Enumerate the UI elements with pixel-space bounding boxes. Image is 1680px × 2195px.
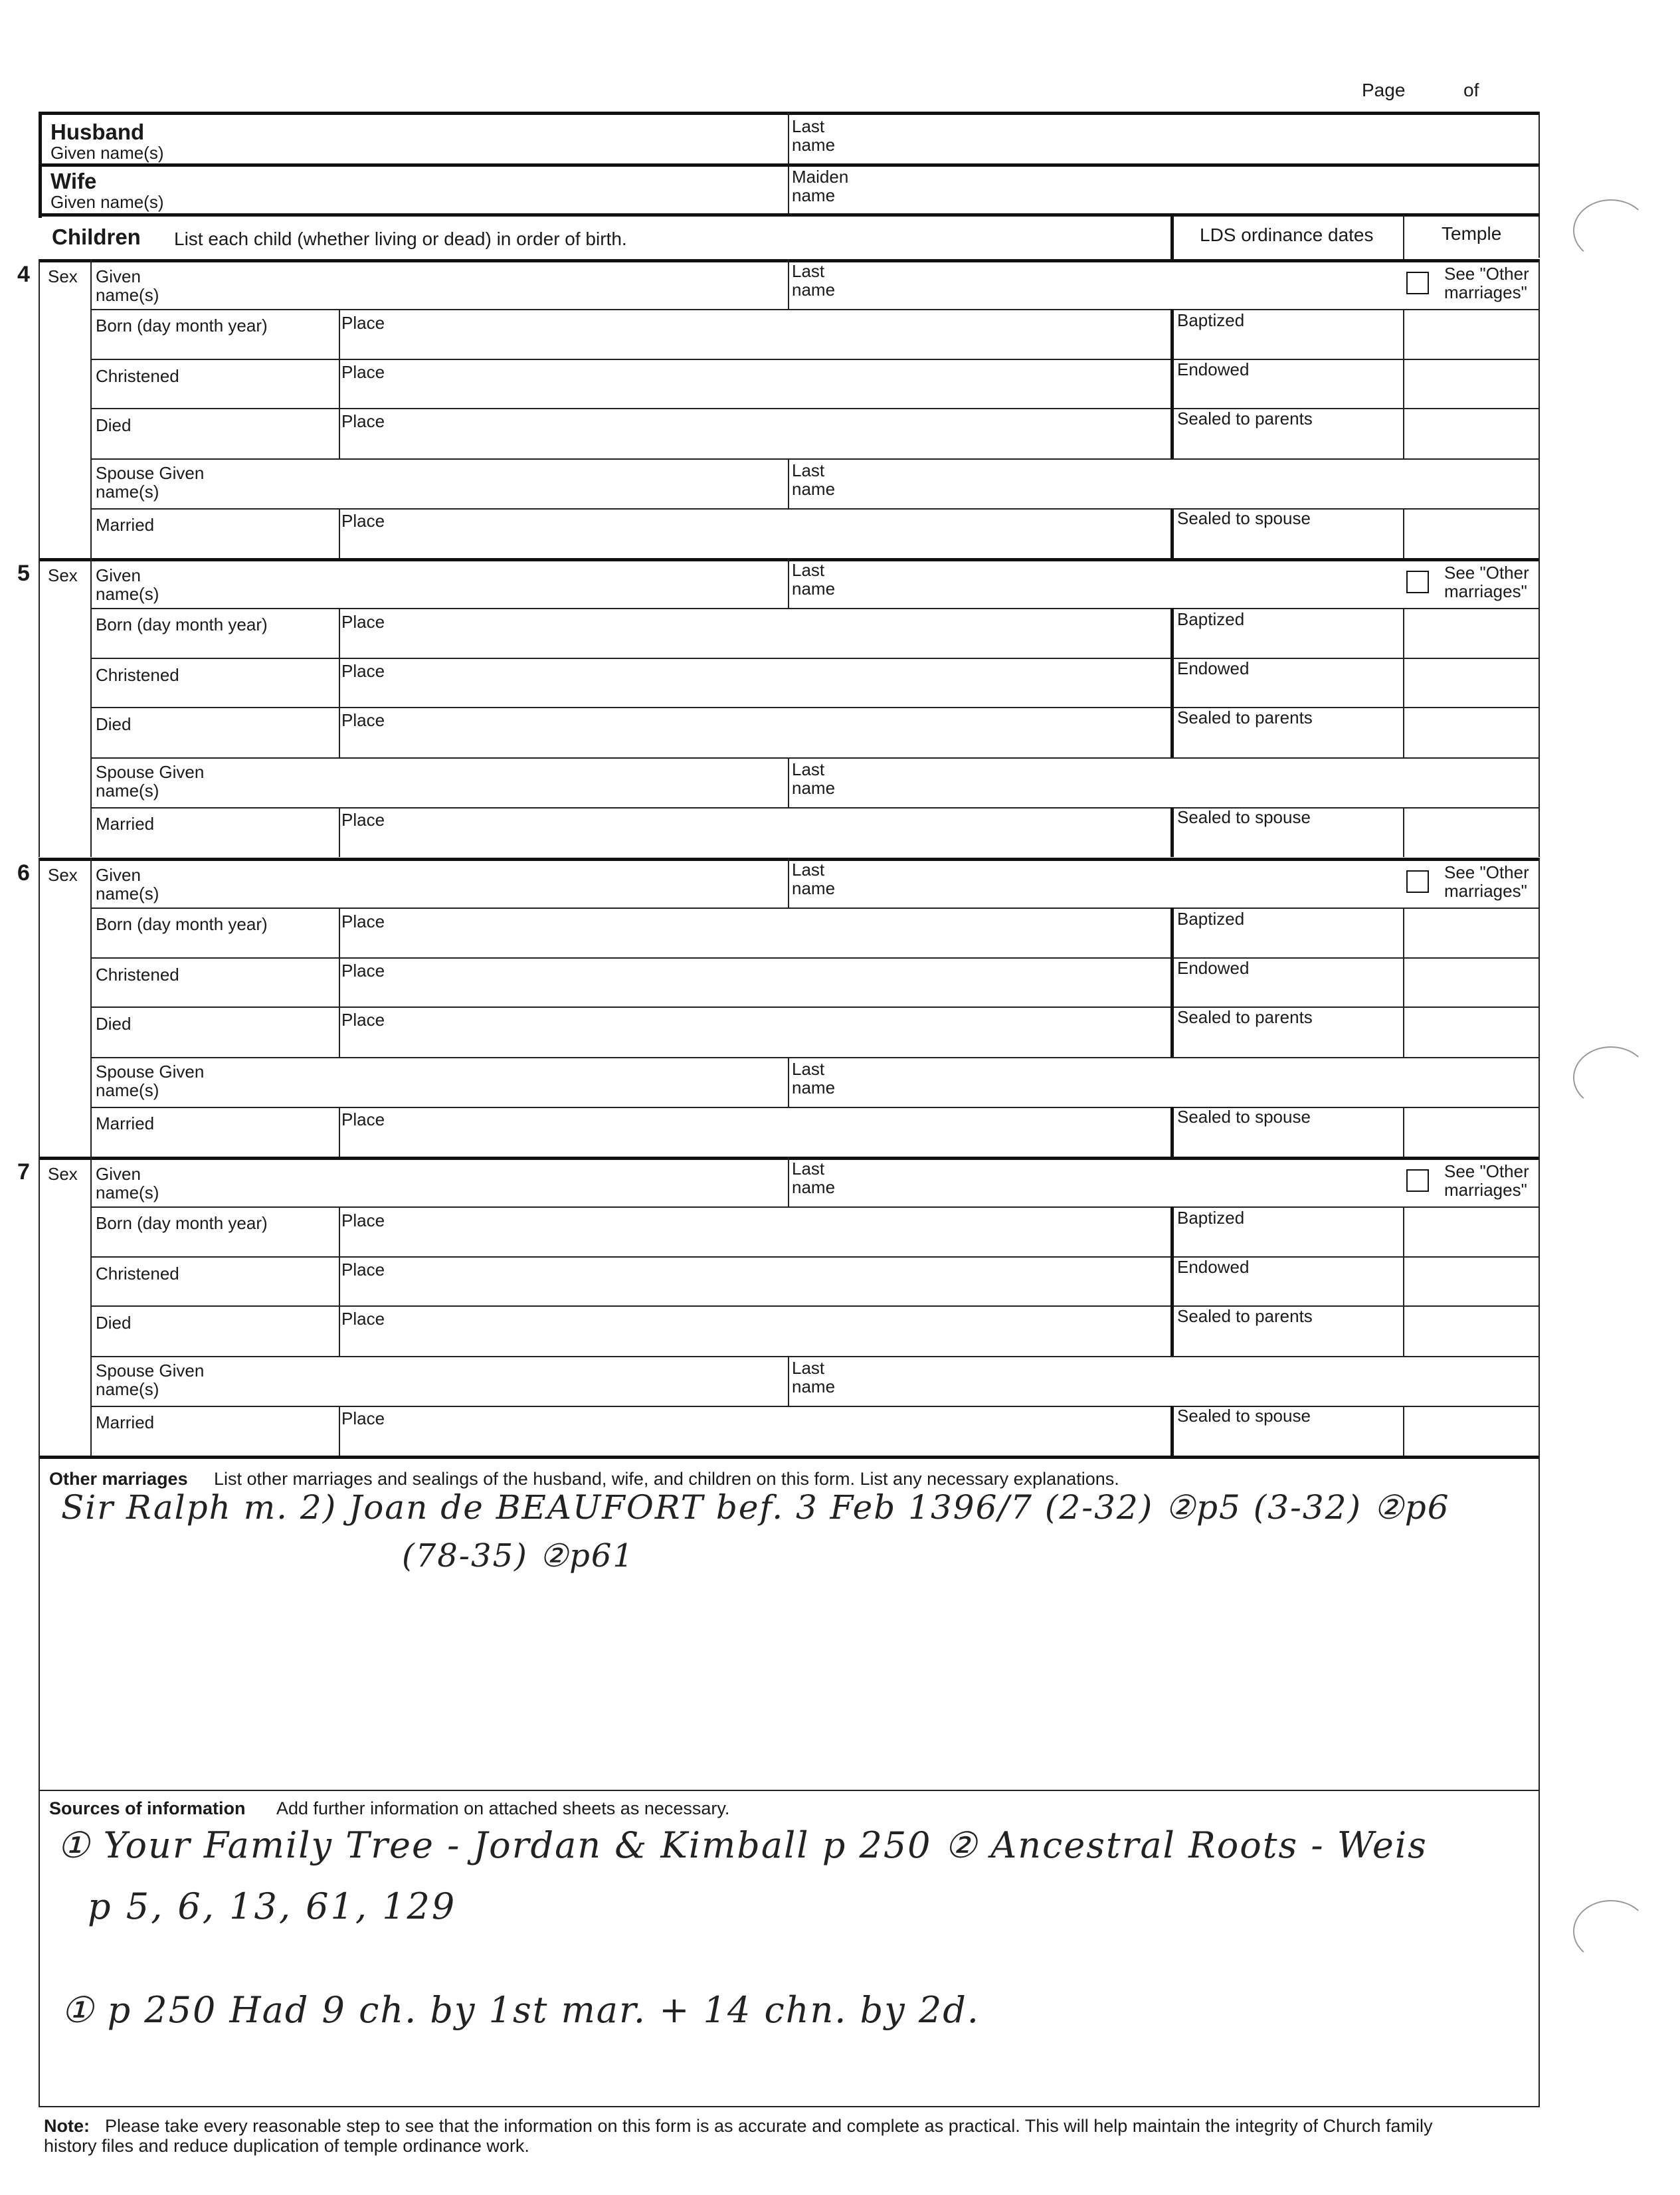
temple-divider — [1403, 508, 1404, 558]
lds-divider — [1170, 508, 1174, 558]
last-field[interactable] — [877, 1161, 1395, 1204]
wife-bottom — [39, 213, 1540, 217]
children-header-lds-divider — [1170, 215, 1174, 261]
place-divider — [339, 608, 340, 757]
christened-place-field[interactable] — [399, 361, 1166, 405]
sex-field[interactable] — [41, 891, 89, 1154]
other-marriages-field[interactable] — [43, 1491, 1536, 1787]
last-label: Last name — [792, 560, 836, 599]
other-marriages-handwriting: Sir Ralph m. 2) Joan de BEAUFORT bef. 3 Feb 1396/7 (2-32) ②p5 (3-32) ②p6 — [61, 1488, 1450, 1527]
last-divider — [788, 1157, 789, 1206]
given-field[interactable] — [199, 263, 784, 307]
spouse-last-label: Last name — [792, 460, 836, 499]
wife-given-field[interactable] — [199, 167, 784, 211]
christened-date-field[interactable] — [93, 684, 336, 706]
died-date-field[interactable] — [93, 434, 336, 456]
spouse-last-field[interactable] — [877, 1061, 1535, 1105]
row-line — [90, 1406, 1540, 1407]
row-line — [90, 707, 1540, 708]
spouse-given-field[interactable] — [252, 1061, 784, 1105]
born-label: Born (day month year) — [96, 316, 268, 335]
spouse-last-label: Last name — [792, 759, 836, 798]
other-marriages-handwriting: (78-35) ②p61 — [402, 1537, 634, 1575]
christened-label: Christened — [96, 366, 179, 386]
born-place-field[interactable] — [399, 911, 1166, 955]
died-label: Died — [96, 1014, 132, 1034]
died-date-field[interactable] — [93, 1033, 336, 1054]
sources-handwriting: ① Your Family Tree - Jordan & Kimball p 250 ② Ancestral Roots - Weis — [57, 1824, 1428, 1866]
place-label: Place — [341, 1408, 385, 1428]
see-other-label: See "Other marriages" — [1444, 264, 1529, 302]
sealed-spouse-field[interactable] — [1176, 531, 1400, 555]
row-line — [90, 1305, 1540, 1307]
child-number: 4 — [17, 262, 30, 287]
block-left-border — [39, 259, 40, 558]
died-place-field[interactable] — [399, 1009, 1166, 1053]
block-top-border — [39, 259, 1540, 262]
spouse-given-field[interactable] — [252, 761, 784, 805]
other-marriages-instruction: List other marriages and sealings of the husband, wife, and children on this form. List any necessary explanations. — [214, 1469, 1119, 1489]
note-title: Note: — [44, 2116, 90, 2136]
spouse-last-field[interactable] — [877, 761, 1535, 805]
block-left-border — [39, 558, 40, 857]
place-divider — [339, 907, 340, 1057]
sealed-parents-field[interactable] — [1176, 729, 1400, 753]
endowed-field[interactable] — [1176, 980, 1400, 1004]
christened-label: Christened — [96, 965, 179, 985]
sex-field[interactable] — [41, 292, 89, 555]
last-label: Last name — [792, 1159, 836, 1197]
endowed-label: Endowed — [1177, 958, 1250, 978]
spouse-last-divider — [788, 1356, 789, 1406]
row-line — [90, 458, 1540, 460]
lds-divider — [1170, 309, 1174, 458]
row-line — [90, 807, 1540, 809]
sealed-spouse-label: Sealed to spouse — [1177, 508, 1311, 528]
sealed-parents-field[interactable] — [1176, 430, 1400, 454]
christened-place-field[interactable] — [399, 660, 1166, 704]
see-other-label: See "Other marriages" — [1444, 563, 1529, 601]
died-place-field[interactable] — [399, 411, 1166, 454]
place-divider — [339, 1107, 340, 1157]
lower-left-border — [39, 1456, 40, 2107]
sex-field[interactable] — [41, 591, 89, 854]
sealed-spouse-field[interactable] — [1176, 1429, 1400, 1453]
place-label: Place — [341, 961, 385, 981]
place-label: Place — [341, 511, 385, 531]
last-field[interactable] — [877, 862, 1395, 906]
other-marriages-checkbox[interactable] — [1406, 1169, 1429, 1192]
given-label: Given name(s) — [96, 865, 159, 904]
died-date-field[interactable] — [93, 1332, 336, 1353]
other-marriages-checkbox[interactable] — [1406, 870, 1429, 893]
married-label: Married — [96, 1412, 155, 1432]
temple-divider — [1403, 608, 1404, 757]
row-line — [90, 1057, 1540, 1058]
row-line — [90, 508, 1540, 510]
sealed-spouse-label: Sealed to spouse — [1177, 1406, 1311, 1426]
married-place-field[interactable] — [399, 1110, 1166, 1154]
sources-bottom-border — [39, 2106, 1540, 2107]
born-date-field[interactable] — [93, 1233, 336, 1254]
row-line — [90, 658, 1540, 659]
temple-divider — [1403, 1206, 1404, 1356]
married-date-field[interactable] — [93, 1133, 336, 1154]
child-number: 7 — [17, 1159, 30, 1185]
row-line — [90, 1006, 1540, 1008]
sex-label: Sex — [48, 1164, 78, 1184]
row-line — [90, 757, 1540, 759]
spouse-given-field[interactable] — [252, 462, 784, 506]
last-field[interactable] — [877, 263, 1395, 307]
born-place-field[interactable] — [399, 312, 1166, 356]
row-line — [90, 1256, 1540, 1258]
child-block — [0, 259, 1680, 558]
header-right-border — [1539, 112, 1540, 258]
endowed-label: Endowed — [1177, 359, 1250, 379]
sealed-parents-field[interactable] — [1176, 1328, 1400, 1352]
sex-field[interactable] — [41, 1190, 89, 1453]
children-header-temple-divider — [1403, 215, 1404, 261]
row-line — [90, 408, 1540, 409]
married-date-field[interactable] — [93, 1432, 336, 1453]
wife-maiden-field[interactable] — [877, 167, 1535, 211]
wife-given-label: Given name(s) — [50, 192, 164, 212]
born-date-field[interactable] — [93, 934, 336, 955]
sealed-parents-label: Sealed to parents — [1177, 1007, 1313, 1027]
place-divider — [339, 309, 340, 458]
place-label: Place — [341, 661, 385, 681]
last-divider — [788, 259, 789, 309]
given-label: Given name(s) — [96, 565, 159, 604]
born-date-field[interactable] — [93, 634, 336, 656]
given-label: Given name(s) — [96, 1164, 159, 1202]
died-date-field[interactable] — [93, 733, 336, 755]
last-divider — [788, 558, 789, 608]
place-divider — [339, 508, 340, 558]
temple-divider — [1403, 1107, 1404, 1157]
sealed-parents-label: Sealed to parents — [1177, 1306, 1313, 1326]
note-text: Please take every reasonable step to see that the information on this form is as accurate and complete as practical. This will help maintain the integrity of Church family — [105, 2116, 1433, 2136]
born-label: Born (day month year) — [96, 1213, 268, 1233]
married-place-field[interactable] — [399, 1409, 1166, 1453]
wife-maiden-label: Maiden name — [792, 167, 849, 205]
endowed-field[interactable] — [1176, 680, 1400, 704]
born-place-field[interactable] — [399, 611, 1166, 655]
sources-handwriting: ① p 250 Had 9 ch. by 1st mar. + 14 chn. by 2d. — [61, 1989, 980, 2031]
married-date-field[interactable] — [93, 534, 336, 555]
child-number: 5 — [17, 561, 30, 586]
place-label: Place — [341, 1010, 385, 1030]
sealed-parents-label: Sealed to parents — [1177, 708, 1313, 727]
place-divider — [339, 807, 340, 857]
spouse-label: Spouse Given name(s) — [96, 762, 205, 801]
block-left-border — [39, 1157, 40, 1456]
place-label: Place — [341, 411, 385, 431]
row-line — [90, 1107, 1540, 1108]
christened-place-field[interactable] — [399, 960, 1166, 1004]
sex-label: Sex — [48, 565, 78, 585]
born-date-field[interactable] — [93, 335, 336, 357]
row-line — [90, 907, 1540, 909]
sealed-spouse-field[interactable] — [1176, 1130, 1400, 1154]
sealed-spouse-label: Sealed to spouse — [1177, 807, 1311, 827]
see-other-label: See "Other marriages" — [1444, 1161, 1529, 1200]
married-label: Married — [96, 515, 155, 535]
last-divider — [788, 858, 789, 907]
page-label: Page — [1362, 80, 1406, 100]
died-place-field[interactable] — [399, 1308, 1166, 1352]
place-label: Place — [341, 1109, 385, 1129]
husband-last-label: Last name — [792, 116, 836, 155]
spouse-given-field[interactable] — [252, 1360, 784, 1404]
spouse-label: Spouse Given name(s) — [96, 1062, 205, 1100]
lds-divider — [1170, 1406, 1174, 1456]
place-label: Place — [341, 911, 385, 931]
husband-title: Husband — [50, 120, 145, 144]
place-divider — [339, 1206, 340, 1356]
place-label: Place — [341, 1309, 385, 1329]
spouse-label: Spouse Given name(s) — [96, 1361, 205, 1399]
born-label: Born (day month year) — [96, 615, 268, 634]
christened-label: Christened — [96, 665, 179, 685]
other-marriages-checkbox[interactable] — [1406, 571, 1429, 593]
last-field[interactable] — [877, 562, 1395, 606]
place-label: Place — [341, 810, 385, 830]
place-divider — [339, 1406, 340, 1456]
married-place-field[interactable] — [399, 512, 1166, 555]
husband-bottom — [39, 163, 1540, 167]
place-label: Place — [341, 612, 385, 632]
sealed-spouse-field[interactable] — [1176, 830, 1400, 854]
binder-hole — [1573, 1900, 1649, 1962]
born-place-field[interactable] — [399, 1210, 1166, 1254]
temple-divider — [1403, 1406, 1404, 1456]
died-label: Died — [96, 1313, 132, 1333]
spouse-label: Spouse Given name(s) — [96, 463, 205, 502]
given-label: Given name(s) — [96, 266, 159, 305]
place-label: Place — [341, 362, 385, 382]
place-label: Place — [341, 1260, 385, 1280]
born-label: Born (day month year) — [96, 914, 268, 934]
wife-title: Wife — [50, 169, 97, 193]
married-label: Married — [96, 1113, 155, 1133]
child-block — [0, 858, 1680, 1157]
row-line — [90, 1356, 1540, 1357]
row-line — [90, 359, 1540, 360]
christened-date-field[interactable] — [93, 1283, 336, 1304]
married-label: Married — [96, 814, 155, 834]
husband-last-field[interactable] — [877, 116, 1535, 161]
block-left-border — [39, 858, 40, 1157]
row-line — [90, 957, 1540, 959]
header-top-border — [39, 112, 1540, 115]
sex-label: Sex — [48, 865, 78, 885]
temple-divider — [1403, 907, 1404, 1057]
baptized-label: Baptized — [1177, 609, 1245, 629]
spouse-last-divider — [788, 1057, 789, 1107]
binder-hole — [1573, 199, 1649, 262]
block-top-border — [39, 858, 1540, 861]
husband-given-label: Given name(s) — [50, 143, 164, 163]
sealed-parents-field[interactable] — [1176, 1029, 1400, 1053]
child-block — [0, 1157, 1680, 1456]
sealed-spouse-label: Sealed to spouse — [1177, 1107, 1311, 1127]
block-top-border — [39, 1157, 1540, 1160]
children-instruction: List each child (whether living or dead) in order of birth. — [174, 229, 627, 249]
spouse-last-field[interactable] — [877, 462, 1535, 506]
spouse-last-field[interactable] — [877, 1360, 1535, 1404]
of-label: of — [1463, 80, 1479, 100]
block-top-border — [39, 558, 1540, 561]
other-marriages-checkbox[interactable] — [1406, 272, 1429, 294]
sources-top-border — [39, 1790, 1540, 1791]
last-label: Last name — [792, 860, 836, 898]
endowed-label: Endowed — [1177, 658, 1250, 678]
married-date-field[interactable] — [93, 833, 336, 854]
note-text: history files and reduce duplication of temple ordinance work. — [44, 2136, 529, 2156]
sources-handwriting: p 5, 6, 13, 61, 129 — [88, 1885, 457, 1927]
christened-label: Christened — [96, 1264, 179, 1284]
temple-divider — [1403, 309, 1404, 458]
christened-date-field[interactable] — [93, 984, 336, 1005]
baptized-label: Baptized — [1177, 310, 1245, 330]
row-line — [90, 309, 1540, 310]
christened-date-field[interactable] — [93, 385, 336, 407]
lds-divider — [1170, 608, 1174, 757]
place-label: Place — [341, 1210, 385, 1230]
baptized-field[interactable] — [1176, 1230, 1400, 1254]
row-line — [90, 608, 1540, 609]
spouse-last-divider — [788, 757, 789, 807]
lower-right-border — [1539, 1456, 1540, 2107]
died-label: Died — [96, 415, 132, 435]
married-place-field[interactable] — [399, 811, 1166, 854]
place-label: Place — [341, 710, 385, 730]
sealed-parents-label: Sealed to parents — [1177, 409, 1313, 429]
baptized-field[interactable] — [1176, 931, 1400, 955]
endowed-field[interactable] — [1176, 381, 1400, 405]
baptized-field[interactable] — [1176, 332, 1400, 356]
see-other-label: See "Other marriages" — [1444, 862, 1529, 901]
given-field[interactable] — [199, 1161, 784, 1204]
endowed-label: Endowed — [1177, 1257, 1250, 1277]
children-title: Children — [52, 225, 141, 249]
sources-instruction: Add further information on attached sheets as necessary. — [276, 1798, 730, 1818]
lds-dates-label: LDS ordinance dates — [1200, 225, 1374, 245]
lds-divider — [1170, 1107, 1174, 1157]
died-place-field[interactable] — [399, 710, 1166, 753]
temple-divider — [1403, 807, 1404, 857]
temple-label: Temple — [1442, 223, 1502, 244]
place-label: Place — [341, 313, 385, 333]
last-label: Last name — [792, 261, 836, 300]
lds-divider — [1170, 807, 1174, 857]
spouse-last-label: Last name — [792, 1358, 836, 1396]
baptized-label: Baptized — [1177, 909, 1245, 929]
endowed-field[interactable] — [1176, 1279, 1400, 1303]
baptized-label: Baptized — [1177, 1208, 1245, 1228]
died-label: Died — [96, 714, 132, 734]
other-marriages-title: Other marriages — [49, 1469, 188, 1489]
lds-divider — [1170, 907, 1174, 1057]
baptized-field[interactable] — [1176, 631, 1400, 655]
child-number: 6 — [17, 860, 30, 886]
child-block — [0, 558, 1680, 857]
spouse-last-divider — [788, 458, 789, 508]
lds-divider — [1170, 1206, 1174, 1356]
husband-given-field[interactable] — [199, 116, 784, 161]
christened-place-field[interactable] — [399, 1259, 1166, 1303]
spouse-last-label: Last name — [792, 1059, 836, 1098]
other-marriages-top-border — [39, 1456, 1540, 1459]
given-field[interactable] — [199, 862, 784, 906]
sources-title: Sources of information — [49, 1798, 246, 1818]
given-field[interactable] — [199, 562, 784, 606]
row-line — [90, 1206, 1540, 1208]
sex-label: Sex — [48, 266, 78, 286]
